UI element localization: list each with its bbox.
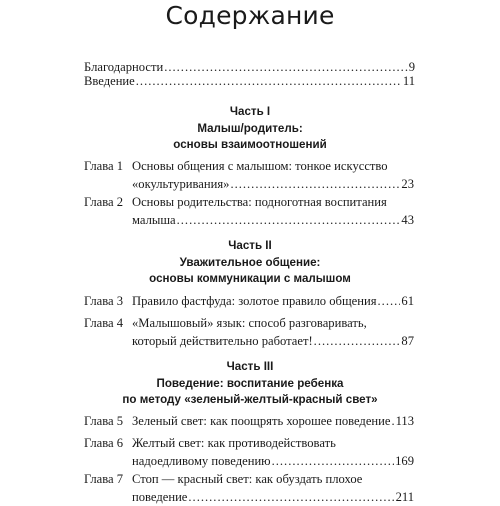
- chapter-label: Глава 7: [84, 472, 124, 486]
- toc-entry-chapter-6[interactable]: [84, 434, 414, 470]
- page-number: 87: [401, 334, 414, 348]
- leader-dots: [392, 412, 395, 430]
- page-number: 169: [395, 454, 414, 468]
- chapter-title-line: «окультуривания»: [132, 177, 230, 191]
- page-number: 23: [401, 177, 414, 191]
- entry-label: Введение: [84, 74, 135, 88]
- chapter-title-line: Основы родительства: подноготная воспитания: [132, 195, 387, 209]
- chapter-label: Глава 2: [84, 195, 124, 209]
- leader-dots: [272, 452, 395, 470]
- chapter-label: Глава 3: [84, 294, 124, 308]
- leader-dots: [188, 488, 394, 506]
- chapter-label: Глава 1: [84, 159, 124, 173]
- leader-dots: [230, 175, 400, 193]
- part-title-line: Уважительное общение:: [179, 255, 321, 269]
- leader-dots: [177, 211, 401, 229]
- entry-label: Благодарности: [84, 60, 164, 74]
- chapter-title-line: Стоп — красный свет: как обуздать плохое: [132, 472, 363, 486]
- part-number: Часть I: [229, 105, 271, 118]
- page-number: 61: [401, 294, 414, 308]
- part-number: Часть II: [228, 239, 272, 252]
- chapter-title-line: Желтый свет: как противодействовать: [132, 436, 336, 450]
- chapter-title-line: Основы общения с малышом: тонкое искусство: [132, 159, 388, 173]
- page-number: 9: [408, 60, 415, 74]
- chapter-title-line: «Малышовый» язык: способ разговаривать,: [132, 316, 367, 330]
- part-title-line: по методу «зеленый-желтый-красный свет»: [122, 393, 378, 406]
- page-number: 11: [402, 74, 415, 88]
- chapter-label: Глава 5: [84, 414, 124, 428]
- part-title-line: Поведение: воспитание ребенка: [156, 376, 344, 390]
- toc-entry-chapter-5[interactable]: [84, 412, 414, 430]
- part-title-line: Малыш/родитель:: [197, 121, 303, 135]
- chapter-title-line: Правило фастфуда: золотое правило общения: [132, 294, 377, 308]
- toc-entry-chapter-2[interactable]: [84, 193, 414, 229]
- toc-entry-introduction[interactable]: [84, 72, 415, 90]
- part-heading-1: [0, 104, 500, 154]
- part-title-line: основы коммуникации с малышом: [149, 272, 351, 285]
- toc-entry-chapter-1[interactable]: [84, 157, 414, 193]
- chapter-title-line: поведение: [132, 490, 188, 504]
- chapter-label: Глава 4: [84, 316, 124, 330]
- leader-dots: [314, 332, 401, 350]
- toc-entry-chapter-4[interactable]: [84, 314, 414, 350]
- chapter-title-line: Зеленый свет: как поощрять хорошее поведение: [132, 414, 391, 428]
- leader-dots: [136, 72, 402, 90]
- part-heading-2: [0, 238, 500, 288]
- chapter-title-line: который действительно работает!: [132, 334, 313, 348]
- page-number: 113: [395, 414, 414, 428]
- page-number: 43: [401, 213, 414, 227]
- page-title: Содержание: [165, 1, 335, 30]
- part-number: Часть III: [226, 360, 274, 373]
- chapter-label: Глава 6: [84, 436, 124, 450]
- page-number: 211: [395, 490, 414, 504]
- part-heading-3: [0, 359, 500, 409]
- chapter-title-line: малыша: [132, 213, 176, 227]
- leader-dots: [378, 292, 401, 310]
- part-title-line: основы взаимоотношений: [173, 138, 327, 151]
- toc-entry-chapter-3[interactable]: [84, 292, 414, 310]
- chapter-title-line: надоедливому поведению: [132, 454, 271, 468]
- toc-entry-chapter-7[interactable]: [84, 470, 414, 506]
